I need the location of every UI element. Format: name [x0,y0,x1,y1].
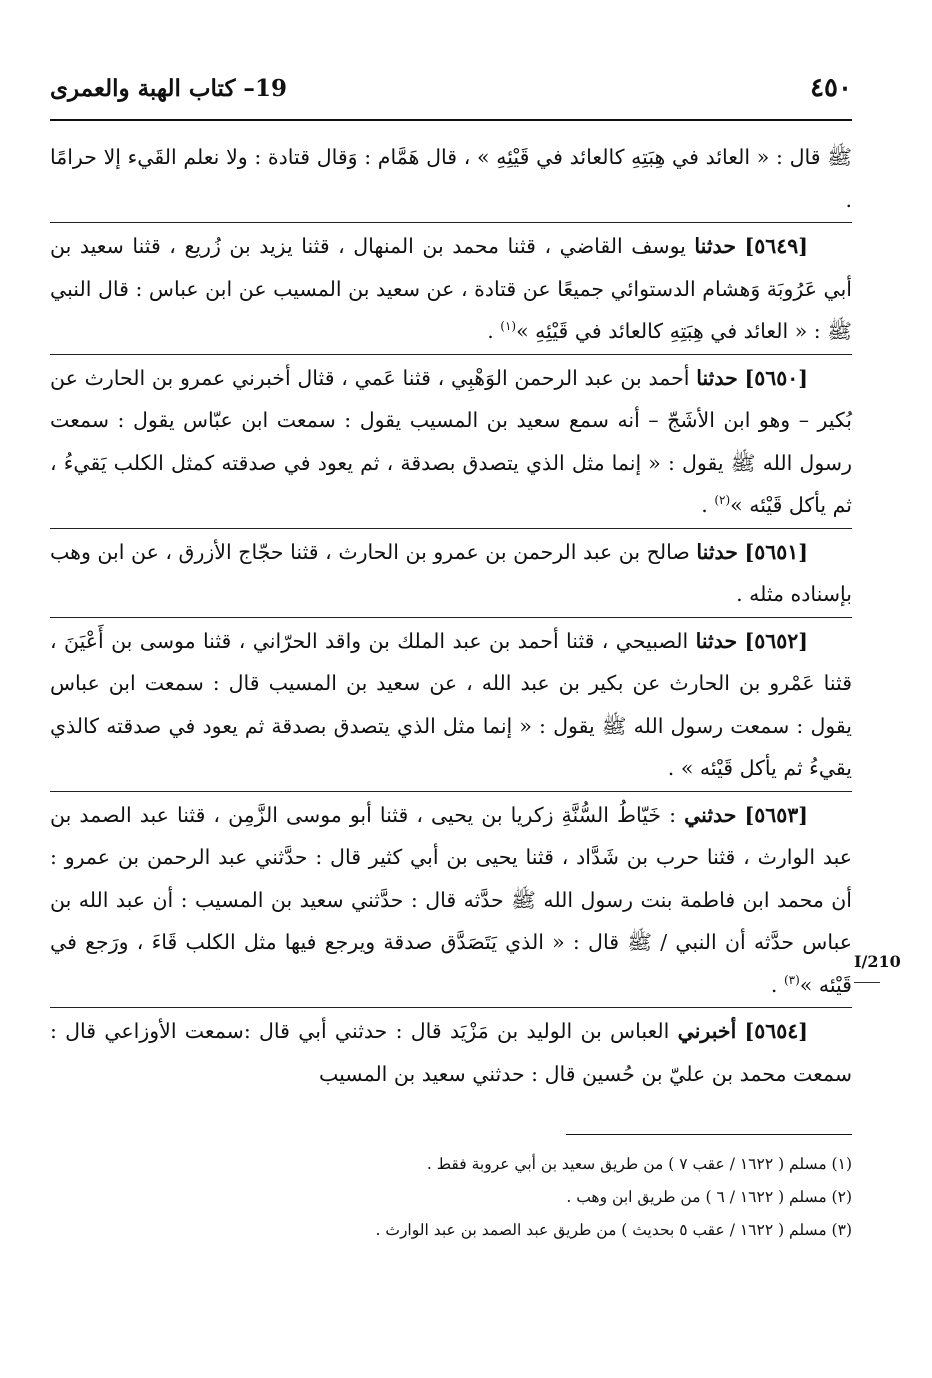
folio-mark-line [854,982,880,983]
chapter-title: 19– كتاب الهبة والعمرى [50,74,287,102]
hadith-5654 [50,1010,852,1095]
hadith-number: [٥٦٥٣] [744,802,808,827]
paragraph-divider [50,791,852,792]
hadith-text: الصبيحي ، قثنا أحمد بن عبد الملك بن واقد الحرّاني ، قثنا موسى بن أَعْيَنَ ، قثنا عَمْرو بن الحارث عن بكير بن عبد الله ، عن سعيد بن المسيب قال : سمعت ابن عباس يقول : سمعت رسول الله ﷺ يقول : « إنما مثل الذي يتصدق بصدقة ثم يعود في صدقته كالذي يقيءُ ثم يأكل قَيْئه » . [50,628,852,780]
narration-keyword: أخبرني [677,1019,737,1043]
paragraph-divider [50,222,852,223]
footnotes [50,1148,852,1247]
narration-keyword: حدثنا [696,539,738,564]
footnote-rule [566,1134,852,1135]
footnote-ref[interactable]: (٢) [714,493,731,508]
narration-keyword: حدثنا [696,365,738,390]
hadith-text: العباس بن الوليد بن مَزْيَد قال : حدثني أبي قال :سمعت الأوزاعي قال : سمعت محمد بن عليّ بن حُسين قال : حدثني سعيد بن المسيب [50,1019,852,1086]
paragraph-text: ﷺ قال : « العائد في هِبَتِهِ كالعائد في قَيْئِهِ » ، قال هَمَّام : وَقال قتادة : ولا نعلم القَيء إلا حرامًا . [50,145,852,212]
hadith-text: : خَيّاطُ السُّنَّةِ زكريا بن يحيى ، قثنا أبو موسى الزَّمِن ، قثنا عبد الصمد بن عبد الوارث ، قثنا حرب بن شَدَّاد ، قثنا يحيى بن أبي كثير قال : حدَّثني عبد الرحمن بن عمرو : أن محمد ابن فاطمة بنت رسول الله ﷺ حدَّثه قال : حدَّثني سعيد بن المسيب : أن عبد الله بن عباس حدَّثه أن النبي / ﷺ قال : « الذي يَتَصَدَّق صدقة ويرجع فيها مثل الكلب قَاءَ ، ورَجع في قَيْئه » [50,802,852,997]
paragraph-divider [50,1007,852,1008]
sentence-end: . [701,493,715,517]
hadith-number: [٥٦٥١] [744,539,808,564]
narration-keyword: حدثني [684,802,737,827]
hadith-number: [٥٦٥٤] [744,1019,808,1043]
hadith-5649 [50,225,852,353]
sentence-end: . [770,972,784,997]
hadith-text: أحمد بن عبد الرحمن الوَهْبِي ، قثنا عَمي ، قثال أخبرني عمرو بن الحارث عن بُكير – وهو ابن الأشَجّ – أنه سمع سعيد بن المسيب يقول : سمعت ابن عبّاس يقول : سمعت رسول الله ﷺ يقول : « إنما مثل الذي يتصدق بصدقة ، ثم يعود في صدقته كمثل الكلب يَقيءُ ، ثم يأكل قَيْئه » [50,365,852,517]
footnote-1: (١) مسلم ( ١٦٢٢ / عقب ٧ ) من طريق سعيد بن أبي عروبة فقط . [426,1155,852,1173]
hadith-number: [٥٦٤٩] [744,234,808,258]
footnote-3: (٣) مسلم ( ١٦٢٢ / عقب ٥ بحديث ) من طريق عبد الصمد بن عبد الوارث . [375,1221,852,1239]
footnote-2: (٢) مسلم ( ١٦٢٢ / ٦ ) من طريق ابن وهب . [566,1188,852,1206]
hadith-text: يوسف القاضي ، قثنا محمد بن المنهال ، قثنا يزيد بن زُريع ، قثنا سعيد بن أبي عَرُوبَة وَهشام الدستوائي جميعًا عن قتادة ، عن سعيد بن المسيب عن ابن عباس : قال النبي ﷺ : « العائد في هِبَتِهِ كالعائد في قَيْئِهِ » [50,234,852,343]
hadith-number: [٥٦٥٢] [744,628,808,653]
footnote-ref[interactable]: (٣) [783,972,800,987]
footnote-ref[interactable]: (١) [500,319,517,334]
hadith-5653 [50,794,852,1007]
narration-keyword: حدثنا [694,234,736,258]
page-number: ٤٥٠ [810,73,852,103]
paragraph-divider [50,354,852,355]
hadith-number: [٥٦٥٠] [744,365,808,390]
hadith-5650 [50,357,852,527]
paragraph-divider [50,617,852,618]
manuscript-folio-note [854,952,932,971]
folio-label: I/210 [854,952,901,971]
header-rule [50,119,852,121]
narration-keyword: حدثنا [695,628,738,653]
page-header [50,68,852,108]
main-text [50,136,852,1095]
hadith-5652 [50,620,852,790]
hadith-5651 [50,531,852,616]
paragraph-divider [50,528,852,529]
hadith-text: صالح بن عبد الرحمن بن عمرو بن الحارث ، قثنا حجّاج الأزرق ، عن ابن وهب بإسناده مثله . [50,539,852,606]
sentence-end: . [487,319,501,343]
paragraph-continuation [50,136,852,221]
